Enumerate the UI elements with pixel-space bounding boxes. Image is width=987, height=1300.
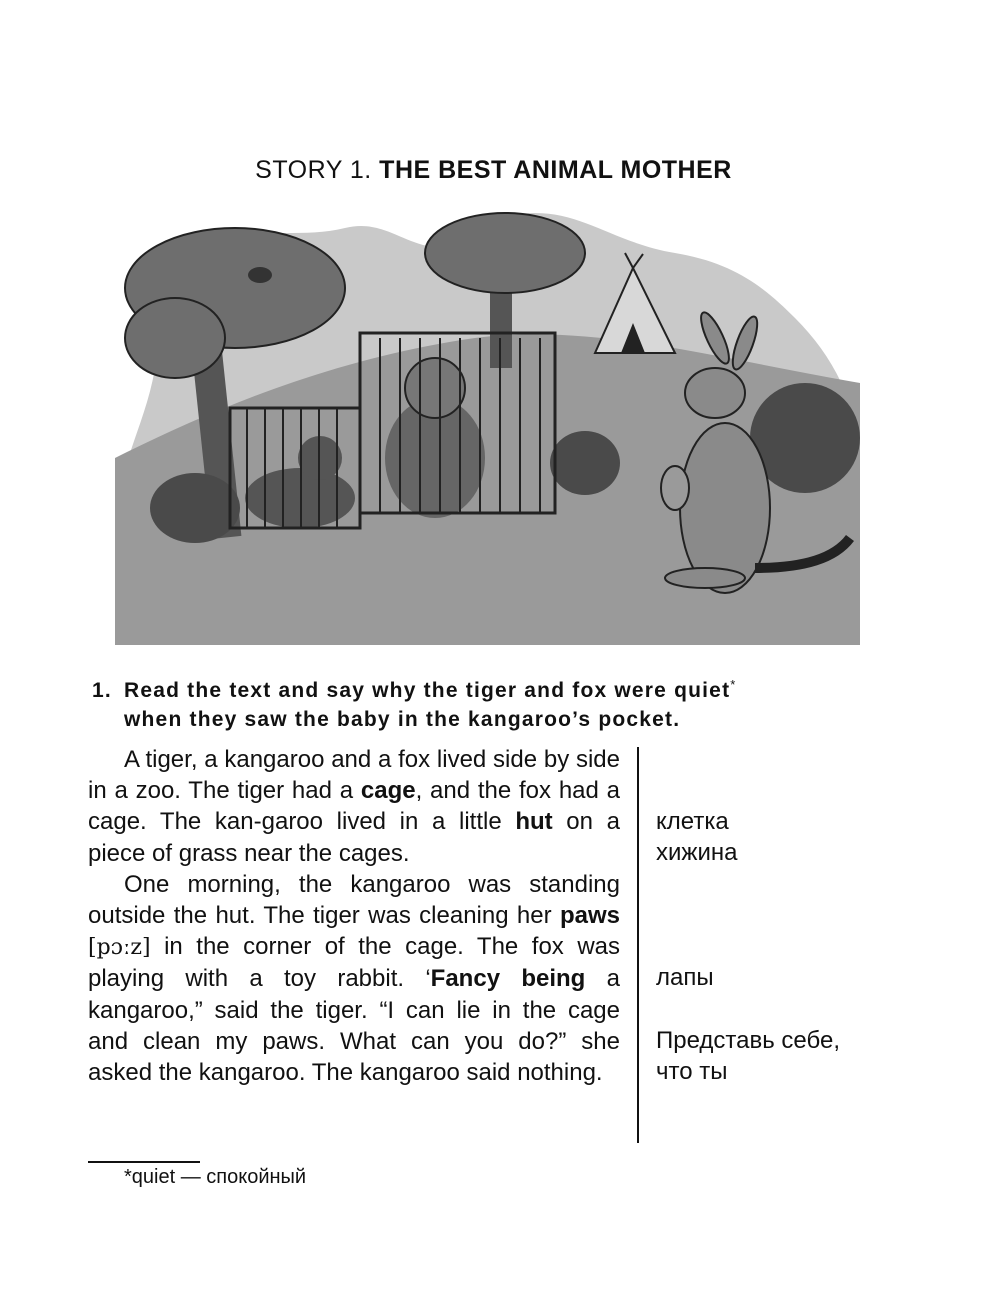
task-line-1: Read the text and say why the tiger and fox were quiet [124, 679, 731, 702]
p1-text-1: A tiger, a kangaroo and a fox lived side by side in a zoo. The tiger had a [88, 746, 620, 805]
paws-transcription: [pɔːz] [88, 935, 151, 961]
gloss-hut: хижина [656, 839, 738, 866]
p1-text-3: on a piece of grass near the cages. [88, 808, 620, 867]
story-number: STORY 1. [255, 156, 372, 184]
p2-text-3: a kangaroo,” said the tiger. “I can lie in the cage and clean my paws. What can you do?” she asked the kangaroo. The kangaroo said nothing. [88, 965, 620, 1087]
p2-text-2: in the corner of the cage. The fox was playing with a toy rabbit. ‘ [88, 933, 620, 993]
footnote-rule [88, 1161, 200, 1163]
gloss-paws: лапы [656, 964, 714, 991]
word-hut: hut [515, 808, 553, 836]
paragraph-2 [88, 869, 620, 1088]
glossary-divider [637, 747, 639, 1143]
story-heading: THE BEST ANIMAL MOTHER [379, 156, 732, 184]
gloss-fancy-line-2: что ты [656, 1058, 728, 1085]
task-line-2: when they saw the baby in the kangaroo’s pocket. [124, 708, 681, 731]
phrase-fancy-being: Fancy being [430, 965, 586, 993]
p2-text-1: One morning, the kangaroo was standing outside the hut. The tiger was cleaning her [88, 870, 620, 930]
footnote: *quiet — спокойный [124, 1166, 307, 1188]
word-paws: paws [559, 902, 620, 930]
word-cage: cage [360, 777, 416, 805]
p1-text-2: , and the fox had a cage. The kan-garoo lived in a little [88, 777, 620, 836]
task-number: 1. [92, 679, 112, 702]
zoo-illustration [115, 208, 860, 645]
story-text [88, 744, 620, 1088]
paragraph-1 [88, 744, 620, 869]
gloss-fancy-line-1: Представь себе, [656, 1027, 840, 1054]
gloss-cage: клетка [656, 808, 729, 835]
task-instruction [92, 676, 912, 734]
footnote-marker: * [730, 677, 737, 692]
story-title [0, 156, 987, 185]
